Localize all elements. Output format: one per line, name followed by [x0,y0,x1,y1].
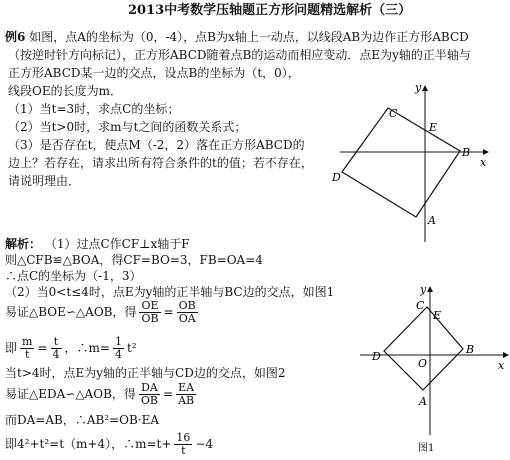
fig1-E-label: E [429,121,438,134]
sol6-eq: = [37,341,48,355]
sol6-pre: 即 [5,341,18,355]
fraction-16-t [174,432,192,457]
solution-line-2: 则△CFB≌△BOA，得CF=BO=3，FB=OA=4 [5,253,263,267]
fig2-caption: 图1 [418,443,435,454]
fig2-E-label: E [433,309,442,322]
fig1-C-label: C [389,107,398,120]
sol8-eq: = [163,387,174,401]
frac-num: OE [139,300,160,313]
sol5-text: 易证△BOE∽△AOB，得 [5,305,137,319]
frac-den: AB [178,394,195,407]
question-3: （3）是否存在t，使点M（-2，2）落在正方形ABCD的 [8,138,305,152]
problem-label: 例6 [5,30,26,44]
question-1: （1）当t=3时，求点C的坐标； [8,102,180,116]
sol6-post: t² [126,341,137,355]
frac-den: 4 [114,348,122,361]
solution-line-8 [5,382,197,407]
question-3-cont: 边上？若存在，请求出所有符合条件的t的值；若不存在， [8,156,313,170]
fig1-x-label: x [480,156,487,169]
solution-line-5 [5,300,199,325]
sol10-pre: 即4²+t²=t（m+4），∴m=t+ [5,437,172,451]
frac-num: m [22,335,33,348]
page-title: 2013中考数学压轴题正方形问题精选解析（三） [128,3,412,18]
problem-line-1 [5,30,469,45]
frac-num: 1 [114,335,122,348]
frac-den: t [181,444,186,457]
sol8-text: 易证△EDA∽△AOB，得 [5,387,136,401]
fig2-B-label: B [466,343,475,356]
fraction-m-t [20,336,34,361]
frac-den: OB [140,394,158,407]
fraction-ea-ab [176,382,196,407]
fig1-y-label: y [415,81,422,94]
frac-den: t [25,348,30,361]
solution-label: 解析： [5,237,42,251]
frac-num: EA [176,382,196,395]
solution-line-7: 当t>4时，点E为y轴的正半轴与CD边的交点，如图2 [5,366,286,380]
problem-text: 如图，点A的坐标为（0，-4），点B为x轴上一动点，以线段AB为边作正方形ABCD [29,30,469,44]
fraction-oe-ob [139,300,160,325]
fig1-D-label: D [332,171,341,184]
problem-line-3: 正方形ABCD某一边的交点，设点B的坐标为（t，0）， [8,66,300,80]
fig1-A-label: A [428,214,436,227]
frac-num: DA [139,382,160,395]
solution-step-1: （1）过点C作CF⊥x轴于F [44,237,190,251]
fig2-x-label: x [498,359,505,372]
figure-top [332,81,490,244]
sol5-eq: = [163,305,174,319]
problem-line-4: 线段OE的长度为m． [8,84,122,98]
question-3-end: 请说明理由． [8,174,81,188]
solution-line-1 [5,237,190,252]
frac-den: OA [178,312,196,325]
fig2-y-label: y [420,283,427,296]
frac-num: t [51,336,62,349]
figure-bottom [360,285,510,457]
fig2-C-label: C [416,299,425,312]
fig2-D-label: D [372,350,381,363]
sol10-post: −4 [195,437,214,451]
fraction-da-ob [139,382,160,407]
solution-line-10 [5,432,213,457]
solution-line-4: （2）当0<t≤4时，点E为y轴的正半轴与BC边的交点，如图1 [5,285,335,299]
frac-num: OB [178,299,196,312]
fig1-B-label: B [462,146,471,159]
frac-den: 4 [52,348,60,361]
fraction-ob-oa [177,300,198,325]
frac-num: 16 [176,431,191,444]
sol6-mid: ，∴m= [64,341,110,355]
fig2-A-label: A [419,395,427,408]
fraction-t-4 [51,336,62,361]
problem-line-2: （按逆时针方向标记），正方形ABCD随着点B的运动而相应变动．点E为y轴的正半轴与 [8,48,471,62]
solution-line-6 [5,336,137,361]
fig2-O-label: O [418,357,428,370]
solution-line-9: 而DA=AB，∴AB²=OB·EA [5,413,160,427]
frac-den: OB [141,312,159,325]
solution-line-3: ∴点C的坐标为（-1，3） [5,269,142,283]
question-2: （2）当t>0时，求m与t之间的函数关系式； [8,120,247,134]
fraction-1-4 [113,336,124,361]
